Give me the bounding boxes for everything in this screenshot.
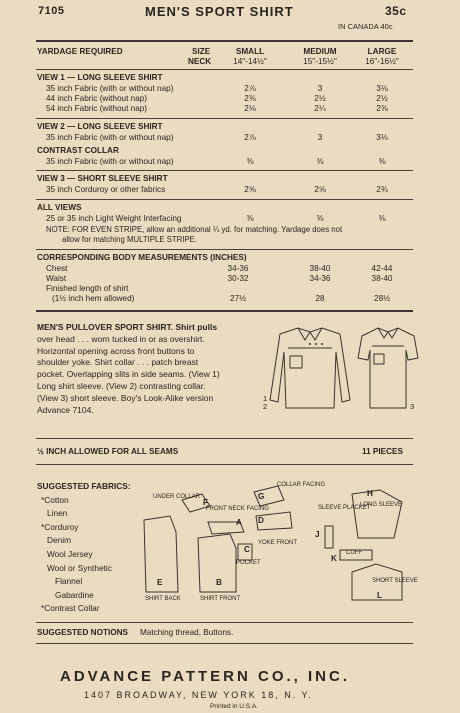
all-views-row-large: ⅜	[378, 214, 386, 223]
neck-label: NECK	[188, 57, 212, 66]
label-yoke-front: YOKE FRONT	[258, 540, 298, 546]
fabric-item: Linen	[47, 508, 68, 519]
company-name: ADVANCE PATTERN CO., INC.	[60, 668, 351, 685]
label-cuff: CUFF	[346, 550, 362, 556]
divider	[36, 249, 413, 250]
divider	[36, 40, 413, 42]
measure-waist-medium: 34-36	[309, 274, 331, 283]
fabrics-title: SUGGESTED FABRICS:	[37, 481, 131, 491]
description-line: Horizontal opening across front buttons to	[37, 345, 195, 356]
measure-label-waist: Waist	[46, 274, 67, 283]
size-large: LARGE	[367, 47, 397, 56]
company-address: 1407 BROADWAY, NEW YORK 18, N. Y.	[84, 690, 313, 700]
view3-row-label: 35 inch Corduroy or other fabrics	[46, 185, 166, 194]
piece-count: 11 PIECES	[362, 447, 403, 456]
measure-chest-medium: 38-40	[309, 264, 331, 273]
contrast-row-medium: ⅜	[316, 157, 324, 166]
view1-row-medium: 2¼	[314, 104, 326, 113]
label-collar-facing: COLLAR FACING	[277, 482, 326, 488]
contrast-row-small: ⅜	[246, 157, 254, 166]
shirt-illustrations	[250, 322, 420, 422]
pattern-number: 7105	[38, 5, 65, 17]
fabrics-block	[37, 480, 131, 616]
view3-row-small: 2⅝	[244, 185, 256, 194]
measure-length-medium: 28	[315, 294, 325, 303]
letter-h: H	[367, 489, 373, 498]
long-sleeve-shirt-illustration	[270, 328, 350, 408]
size-label: SIZE	[192, 47, 211, 56]
view1-row-small: 2⅛	[244, 104, 256, 113]
fabric-item: Flannel	[55, 576, 83, 587]
letter-b: B	[216, 578, 222, 587]
printed-in: Printed in U.S.A.	[210, 703, 259, 710]
fabric-item: Denim	[47, 535, 71, 546]
divider	[36, 622, 413, 623]
long-sleeve-piece	[352, 490, 402, 538]
pattern-title: MEN'S SPORT SHIRT	[145, 4, 294, 19]
all-views-row-label: 25 or 35 inch Light Weight Interfacing	[46, 214, 182, 223]
view3-row-medium: 2⅝	[314, 185, 326, 194]
description-block	[37, 322, 220, 416]
all-views-title: ALL VIEWS	[37, 203, 82, 212]
view1-row-medium: 3	[317, 84, 323, 93]
stripe-note-line1: NOTE: FOR EVEN STRIPE, allow an additional ¼ yd. for matching. Yardage does not	[46, 225, 343, 234]
contrast-row-large: ⅜	[378, 157, 386, 166]
neck-small: 14"-14½"	[233, 57, 267, 66]
view3-row-large: 2¾	[376, 185, 388, 194]
view1-row-label: 35 inch Fabric (with or without nap)	[46, 84, 174, 93]
seam-allowance: ½ INCH ALLOWED FOR ALL SEAMS	[37, 447, 179, 456]
all-views-row-small: ⅜	[246, 214, 254, 223]
neck-medium: 15"-15½"	[303, 57, 337, 66]
description-line: Long shirt sleeve. (View 2) contrasting collar.	[37, 380, 206, 391]
measure-length-small: 27½	[230, 294, 246, 303]
view-label-2: 2	[263, 402, 268, 411]
view-label-1: 1	[263, 394, 268, 403]
size-small: SMALL	[235, 47, 265, 56]
view1-row-medium: 2½	[314, 94, 326, 103]
fabric-item: Gabardine	[55, 589, 94, 600]
measure-label-chest: Chest	[46, 264, 68, 273]
fabric-item: *Corduroy	[41, 521, 79, 532]
divider	[36, 118, 413, 119]
description-line: (View 3) short sleeve. Boy's Look-Alike version	[37, 392, 214, 403]
label-shirt-front: SHIRT FRONT	[200, 596, 241, 602]
letter-l: L	[377, 591, 383, 600]
view2-row-large: 3⅛	[376, 133, 388, 142]
label-shirt-back: SHIRT BACK	[145, 596, 181, 602]
measure-chest-large: 42-44	[371, 264, 393, 273]
divider	[36, 199, 413, 200]
sleeve-placket-piece	[325, 526, 333, 548]
pattern-price: 35c	[385, 4, 407, 18]
letter-g: G	[258, 492, 265, 501]
view1-row-label: 54 inch Fabric (without nap)	[46, 104, 148, 113]
view1-row-small: 2⅜	[244, 94, 256, 103]
contrast-row-label: 35 inch Fabric (with or without nap)	[46, 157, 174, 166]
measure-waist-large: 38-40	[371, 274, 393, 283]
measure-waist-small: 30-32	[227, 274, 249, 283]
letter-k: K	[331, 554, 337, 563]
measure-label-length: Finished length of shirt	[46, 284, 129, 293]
view2-row-small: 2⅞	[244, 133, 256, 142]
short-sleeve-shirt-illustration	[358, 328, 418, 408]
description-line: pocket. Overlapping slits in side seams. (View 1)	[37, 369, 220, 380]
view2-row-medium: 3	[317, 133, 323, 142]
view2-row-label: 35 inch Fabric (with or without nap)	[46, 133, 174, 142]
divider	[36, 464, 413, 465]
letter-c: C	[244, 545, 250, 554]
letter-e: E	[157, 578, 163, 587]
divider	[36, 310, 413, 312]
notions-text: Matching thread, Buttons.	[140, 628, 234, 637]
measure-label-hem: (1½ inch hem allowed)	[52, 294, 135, 303]
description-line: Advance 7104.	[37, 404, 94, 415]
letter-f: F	[203, 498, 209, 507]
view1-row-large: 3⅛	[376, 84, 388, 93]
fabric-item: *Cotton	[41, 494, 69, 505]
description-line: shoulder yoke. Shirt collar . . . patch breast	[37, 357, 199, 368]
divider	[36, 438, 413, 439]
letter-j: J	[315, 530, 320, 539]
neck-large: 16"-16½"	[365, 57, 399, 66]
divider	[36, 643, 413, 644]
measurements-title: CORRESPONDING BODY MEASUREMENTS (INCHES)	[37, 253, 247, 262]
measure-length-large: 28½	[374, 294, 390, 303]
measure-chest-small: 34-36	[227, 264, 249, 273]
description-line: MEN'S PULLOVER SPORT SHIRT. Shirt pulls	[37, 322, 218, 332]
stripe-note-line2: allow for matching MULTIPLE STRIPE.	[62, 235, 198, 244]
contrast-collar-title: CONTRAST COLLAR	[37, 146, 119, 155]
letter-d: D	[258, 516, 264, 525]
description-line: over head . . . worn tucked in or as overshirt.	[37, 333, 205, 344]
view3-title: VIEW 3 — SHORT SLEEVE SHIRT	[37, 174, 168, 183]
view1-row-small: 2⅞	[244, 84, 256, 93]
view1-row-label: 44 inch Fabric (without nap)	[46, 94, 148, 103]
label-front-neck-facing: FRONT NECK FACING	[206, 506, 269, 512]
label-under-collar: UNDER COLLAR	[153, 494, 201, 500]
divider	[36, 170, 413, 171]
fabric-item: Wool Jersey	[47, 548, 93, 559]
view-label-3: 3	[410, 402, 415, 411]
view2-title: VIEW 2 — LONG SLEEVE SHIRT	[37, 122, 163, 131]
label-pocket: POCKET	[236, 560, 261, 566]
all-views-row-medium: ⅜	[316, 214, 324, 223]
fabric-item: Wool or Synthetic	[47, 562, 112, 573]
label-short-sleeve: SHORT SLEEVE	[372, 578, 418, 584]
yardage-label: YARDAGE REQUIRED	[37, 47, 123, 56]
canada-price: IN CANADA 40c	[338, 22, 393, 31]
fabric-item: *Contrast Collar	[41, 603, 100, 614]
view1-title: VIEW 1 — LONG SLEEVE SHIRT	[37, 73, 163, 82]
view1-row-large: 2½	[376, 94, 388, 103]
divider	[36, 69, 413, 70]
size-medium: MEDIUM	[303, 47, 337, 56]
letter-a: A	[236, 518, 242, 527]
label-long-sleeve: LONG SLEEVE	[360, 502, 403, 508]
view1-row-large: 2⅜	[376, 104, 388, 113]
label-sleeve-placket: SLEEVE PLACKET	[318, 505, 371, 511]
notions-label: SUGGESTED NOTIONS	[37, 628, 128, 637]
